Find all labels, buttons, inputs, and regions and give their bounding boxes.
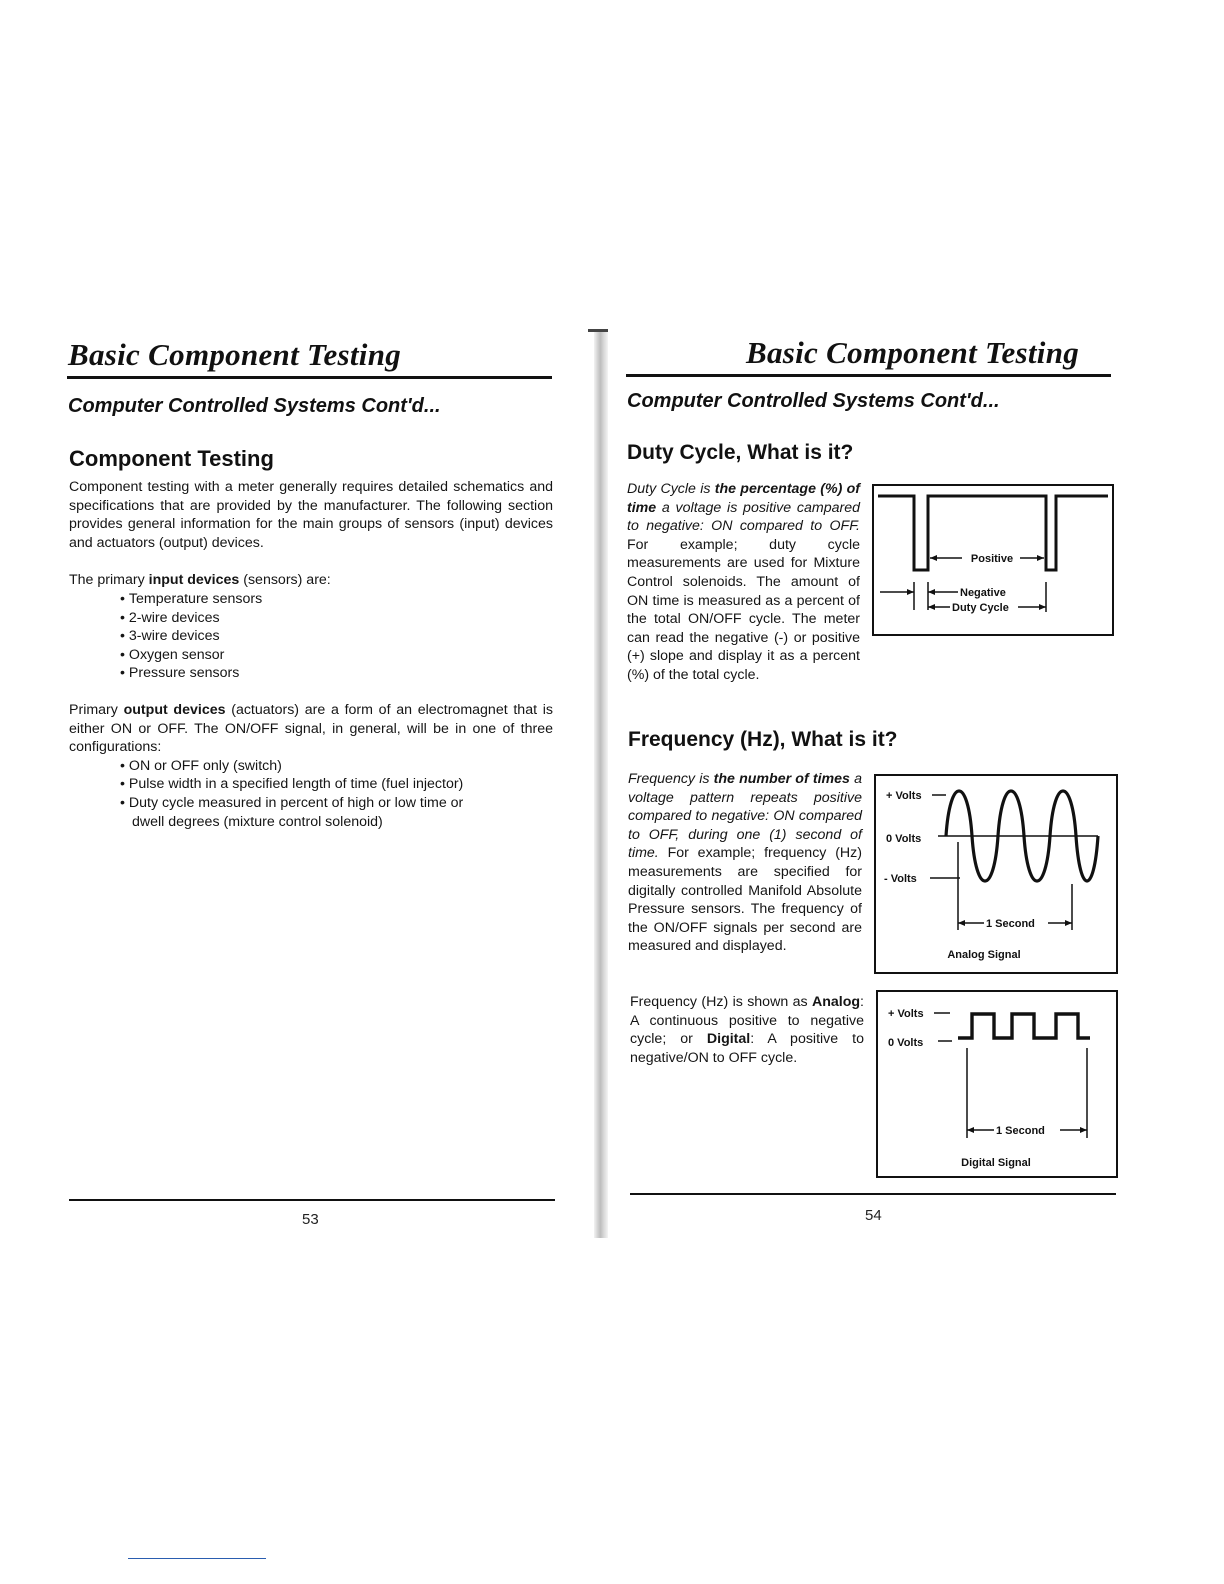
analog-signal-caption: Analog Signal — [947, 949, 1021, 961]
right-page-subtitle: Computer Controlled Systems Cont'd... — [627, 390, 1000, 412]
input-device-item: • Pressure sensors — [120, 664, 553, 683]
left-title-rule — [67, 376, 552, 379]
input-devices-list — [120, 590, 553, 683]
right-title-rule — [626, 374, 1111, 377]
left-footer-rule — [69, 1199, 555, 1201]
output-configurations-list — [120, 757, 498, 831]
right-page-title: Basic Component Testing — [746, 335, 1080, 370]
footer-link-underline — [128, 1558, 266, 1559]
output-config-item: • ON or OFF only (switch) — [120, 757, 498, 776]
right-footer-rule — [630, 1193, 1116, 1195]
left-page-title: Basic Component Testing — [68, 337, 402, 372]
positive-label: Positive — [970, 553, 1014, 565]
left-page-subtitle: Computer Controlled Systems Cont'd... — [68, 395, 441, 417]
spine-top-mark — [588, 329, 608, 332]
analog-minus-volts: - Volts — [884, 873, 917, 885]
input-device-item: • 2-wire devices — [120, 609, 553, 628]
input-devices-lead: The primary input devices (sensors) are: — [69, 572, 331, 589]
duty-cycle-label: Duty Cycle — [952, 602, 1009, 614]
right-page-number: 54 — [865, 1207, 882, 1224]
digital-plus-volts: + Volts — [888, 1008, 924, 1020]
digital-waveform — [958, 1014, 1090, 1038]
component-testing-heading: Component Testing — [69, 446, 274, 471]
frequency-analog-digital-text: Frequency (Hz) is shown as Analog: A continuous positive to negative cycle; or Digital: A positive to negative/ON to OFF cycle. — [630, 994, 864, 1066]
analog-one-second: 1 Second — [986, 918, 1035, 930]
input-device-item: • 3-wire devices — [120, 627, 553, 646]
digital-one-second: 1 Second — [996, 1125, 1045, 1137]
input-device-item: • Temperature sensors — [120, 590, 553, 609]
left-page-body — [69, 478, 553, 831]
digital-signal-figure — [876, 990, 1118, 1178]
output-config-item: • Duty cycle measured in percent of high or low time or dwell degrees (mixture control solenoid) — [120, 794, 498, 831]
duty-cycle-heading: Duty Cycle, What is it? — [627, 441, 854, 464]
digital-signal-caption: Digital Signal — [961, 1157, 1031, 1169]
output-devices-lead: Primary output devices (actuators) are a form of an electromagnet that is either ON or OFF. The ON/OFF signal, in general, will be in one of three configurations: — [69, 701, 553, 756]
frequency-heading: Frequency (Hz), What is it? — [628, 728, 898, 751]
duty-cycle-text: Duty Cycle is the percentage (%) of time a voltage is positive campared to negative: ON compared to OFF. For example; duty cycle measurements are used for Mixture Control solenoids. The amount of ON time is measured as a percent of the total ON/OFF cycle. The meter can read the negative (-) or positive (+) slope and display it as a percent (%) of the total cycle. — [627, 481, 861, 683]
analog-signal-figure — [874, 774, 1118, 974]
input-device-item: • Oxygen sensor — [120, 646, 553, 665]
component-testing-intro: Component testing with a meter generally requires detailed schematics and specifications that are provided by the manufacturer. The following section provides general information for the main groups of sensors (input) devices and actuators (output) devices. — [69, 479, 553, 551]
digital-zero-volts: 0 Volts — [888, 1037, 924, 1049]
left-page-number: 53 — [302, 1211, 319, 1228]
frequency-text: Frequency is the number of times a voltage pattern repeats positive compared to negative: ON compared to OFF, during one (1) second of time. For example; frequency (Hz) measurements are specified for digitally controlled Manifold Absolute Pressure sensors. The frequency of the ON/OFF signals per second are measured and displayed. — [628, 771, 862, 955]
book-spine — [594, 330, 608, 1238]
analog-plus-volts: + Volts — [886, 790, 922, 802]
duty-cycle-figure — [872, 484, 1114, 636]
negative-label: Negative — [960, 587, 1006, 599]
analog-zero-volts: 0 Volts — [886, 833, 922, 845]
output-config-item: • Pulse width in a specified length of time (fuel injector) — [120, 775, 498, 794]
